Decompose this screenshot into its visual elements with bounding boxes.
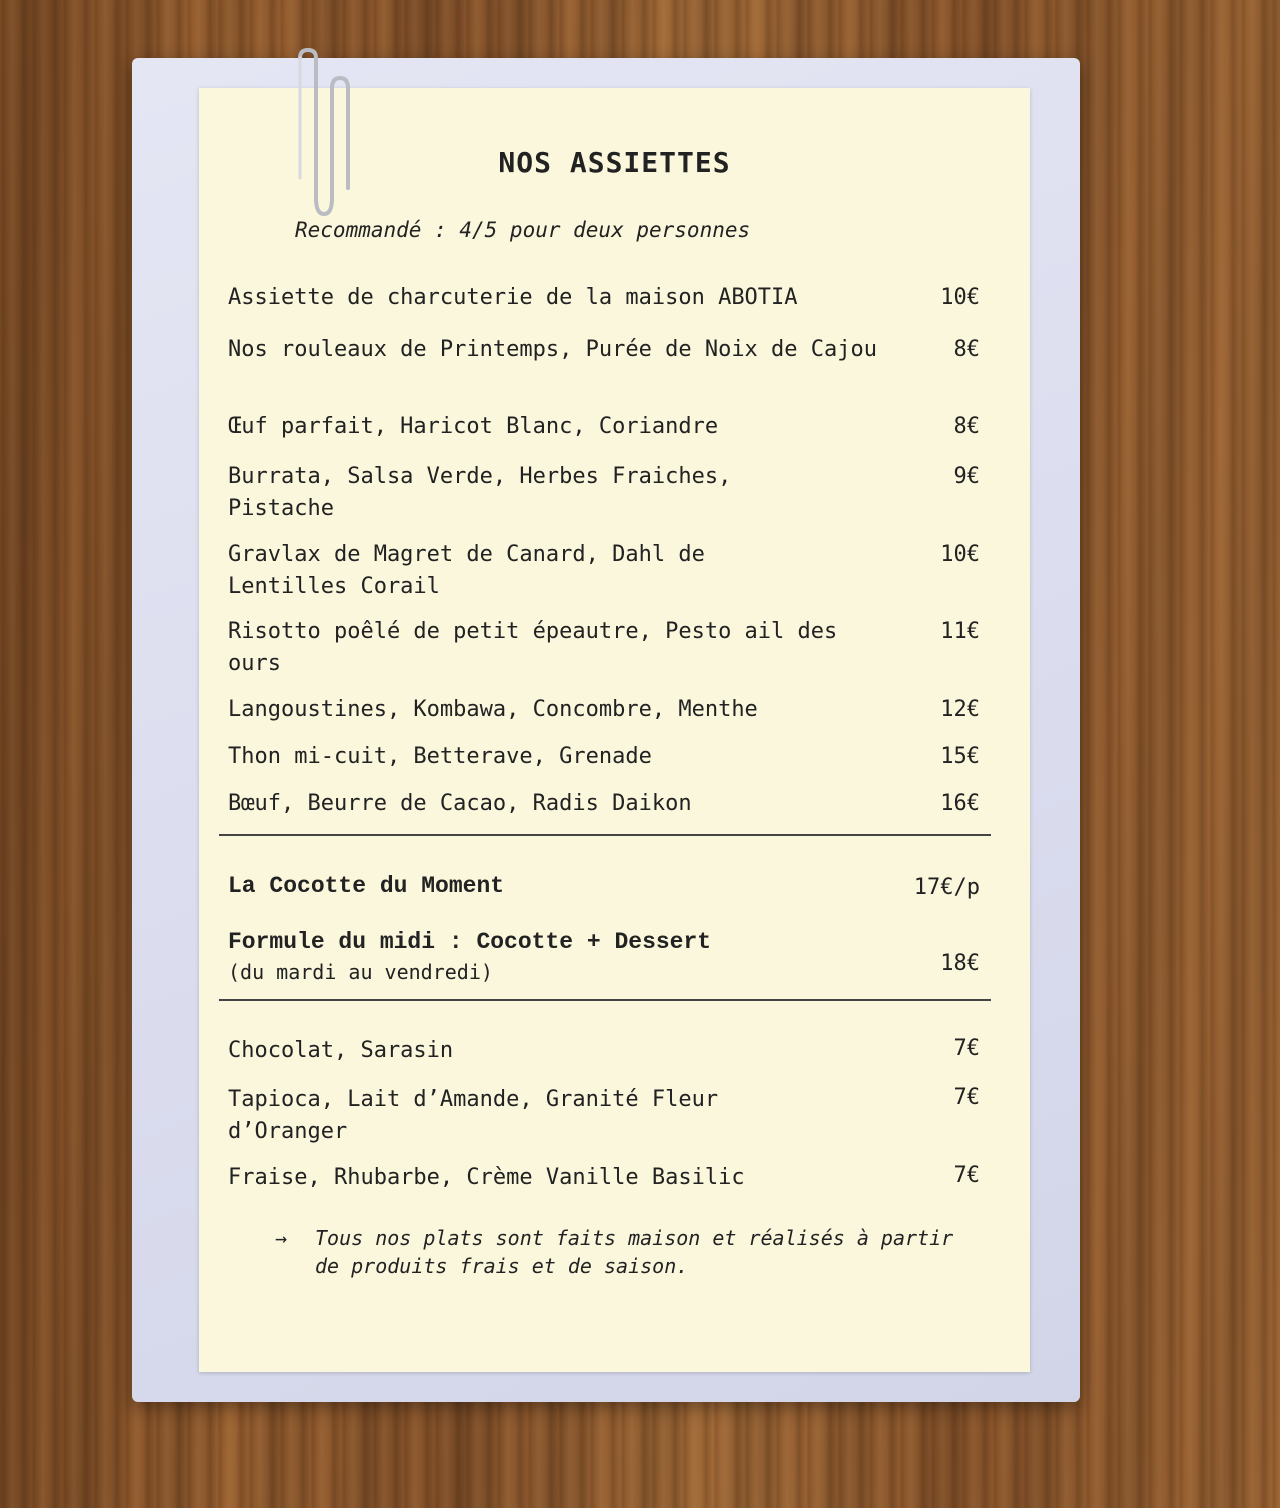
plate-item: Burrata, Salsa Verde, Herbes Fraiches, Pistache (228, 464, 732, 521)
arrow-right-icon: → (275, 1226, 288, 1250)
plate-item: Nos rouleaux de Printemps, Purée de Noix de Cajou (228, 337, 878, 362)
cocotte-name: La Cocotte du Moment (228, 873, 505, 899)
formule-price: 18€ (940, 951, 980, 976)
menu-sheet (199, 88, 1030, 1372)
plate-item: Langoustines, Kombawa, Concombre, Menthe (228, 697, 758, 722)
plate-item: Gravlax de Magret de Canard, Dahl de Lentilles Corail (228, 542, 705, 599)
house-note-text: Tous nos plats sont faits maison et réalisés à partir de produits frais et de saison. (315, 1226, 954, 1278)
formule-detail: (du mardi au vendredi) (228, 960, 493, 984)
plate-price: 10€ (940, 542, 980, 567)
house-note (275, 1224, 975, 1280)
plate-price: 8€ (953, 414, 980, 439)
dessert-item: Tapioca, Lait d’Amande, Granité Fleur d’Oranger (228, 1087, 719, 1144)
plate-price: 11€ (940, 619, 980, 644)
plate-price: 9€ (953, 464, 980, 489)
plate-price: 12€ (940, 697, 980, 722)
section-divider (219, 834, 991, 836)
menu-title: NOS ASSIETTES (498, 146, 731, 179)
plate-item: Œuf parfait, Haricot Blanc, Coriandre (228, 414, 719, 439)
section-divider (219, 999, 991, 1001)
plate-item: Bœuf, Beurre de Cacao, Radis Daikon (228, 791, 692, 816)
plate-price: 16€ (940, 791, 980, 816)
plate-price: 10€ (940, 285, 980, 310)
dessert-price: 7€ (953, 1085, 980, 1110)
dessert-item: Chocolat, Sarasin (228, 1038, 454, 1063)
paperclip-icon (272, 48, 362, 228)
cocotte-price: 17€/p (913, 875, 980, 900)
plate-price: 15€ (940, 744, 980, 769)
dessert-price: 7€ (953, 1036, 980, 1061)
menu-subtitle: Recommandé : 4/5 pour deux personnes (295, 218, 751, 242)
dessert-price: 7€ (953, 1163, 980, 1188)
plate-item: Assiette de charcuterie de la maison ABOTIA (228, 285, 798, 310)
plate-item: Thon mi-cuit, Betterave, Grenade (228, 744, 652, 769)
formule-name: Formule du midi : Cocotte + Dessert (228, 929, 712, 955)
dessert-item: Fraise, Rhubarbe, Crème Vanille Basilic (228, 1165, 745, 1190)
plate-price: 8€ (953, 337, 980, 362)
plate-item: Risotto poêlé de petit épeautre, Pesto ail des ours (228, 619, 838, 676)
